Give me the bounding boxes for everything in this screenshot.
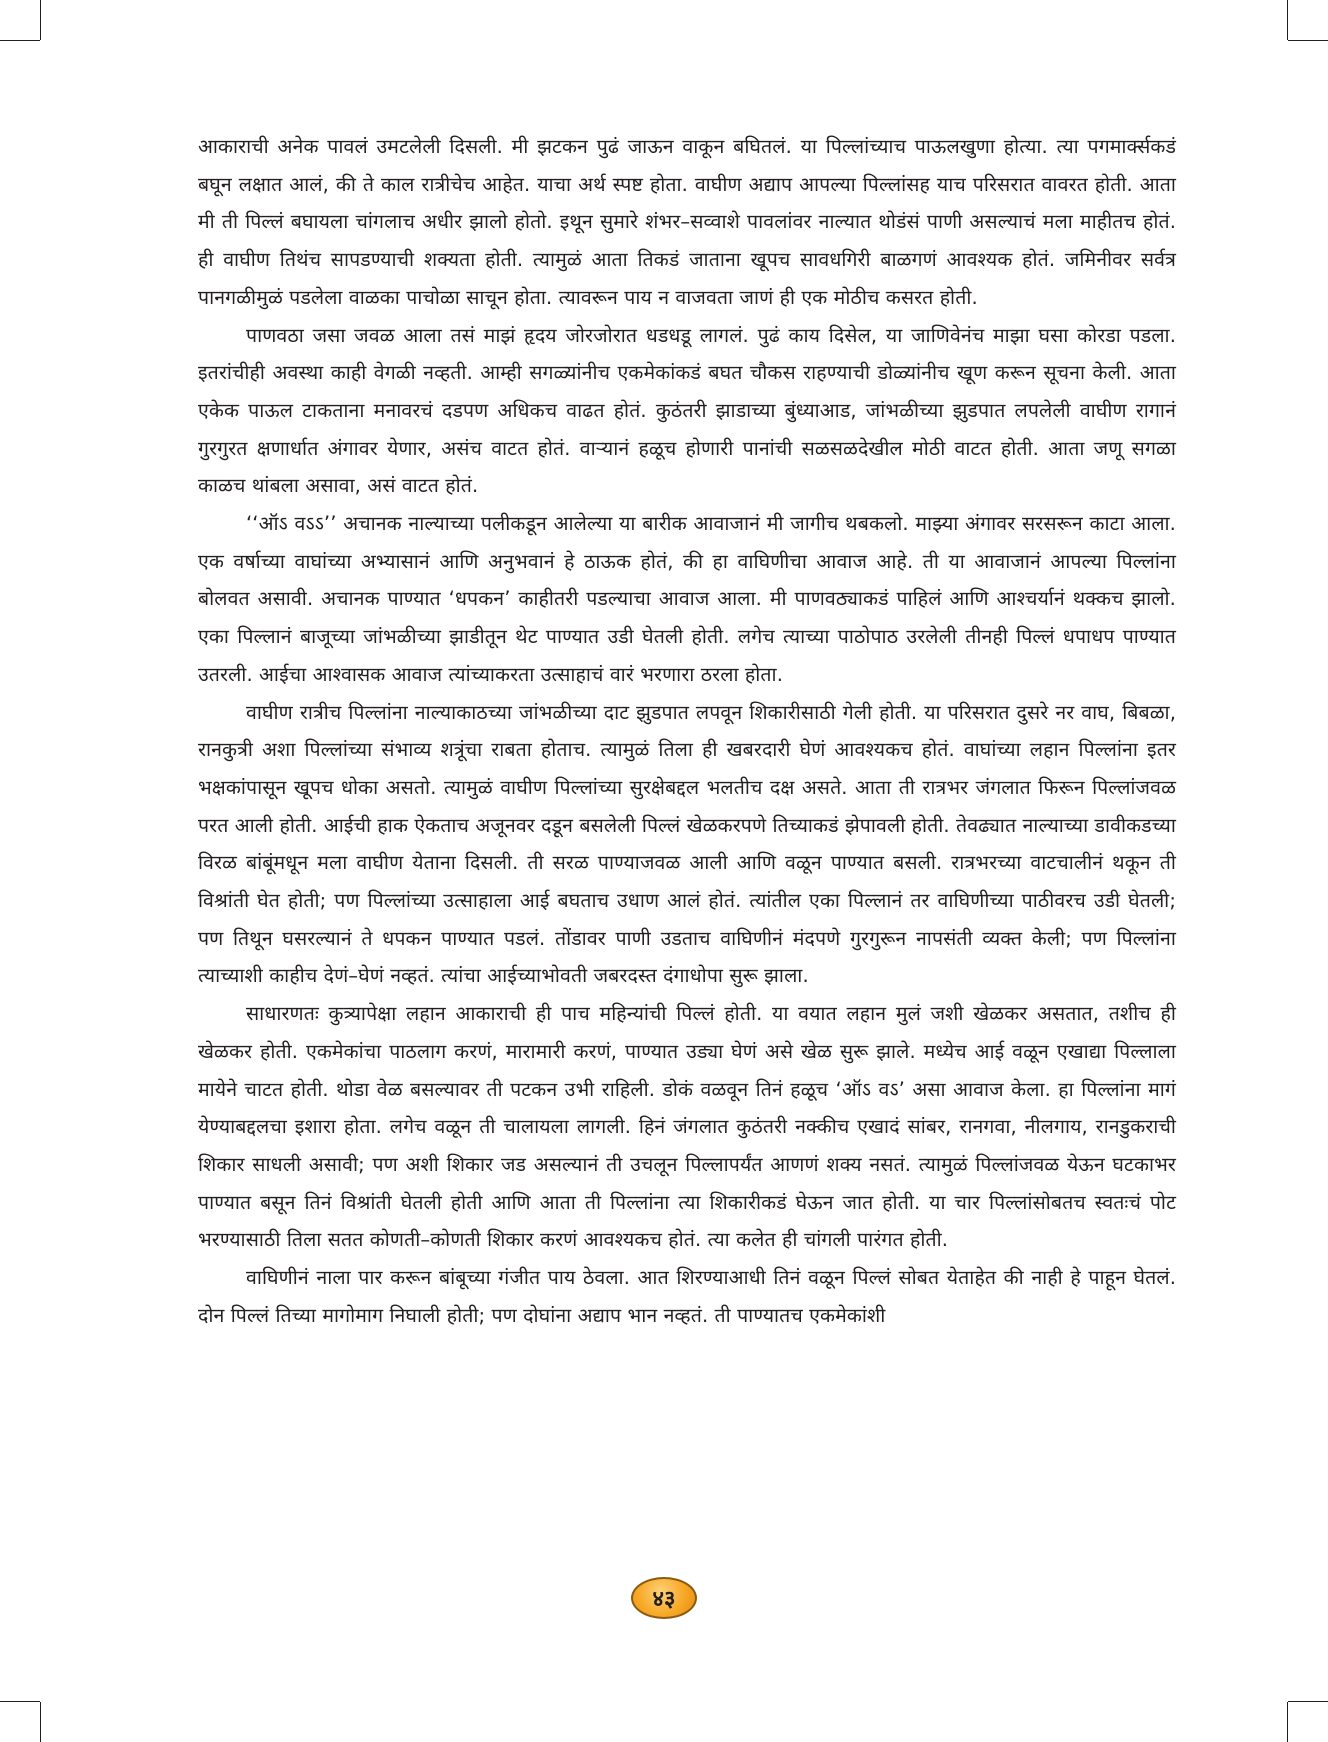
page-number-badge [631, 1577, 697, 1619]
page-number: ४३ [652, 1587, 676, 1612]
crop-mark-top-left-horizontal [0, 40, 40, 41]
crop-mark-bottom-right-vertical [1287, 1702, 1288, 1742]
paragraph-1: आकाराची अनेक पावलं उमटलेली दिसली. मी झटकन पुढं जाऊन वाकून बघितलं. या पिल्लांच्याच पाऊलखुणा होत्या. त्या पगमार्क्सकडं बघून लक्षात आलं, की ते काल रात्रीचेच आहेत. याचा अर्थ स्पष्ट होता. वाघीण अद्याप आपल्या पिल्लांसह याच परिसरात वावरत होती. आता मी ती पिल्लं बघायला चांगलाच अधीर झालो होतो. इथून सुमारे शंभर–सव्वाशे पावलांवर नाल्यात थोडंसं पाणी असल्याचं मला माहीतच होतं. ही वाघीण तिथंच सापडण्याची शक्यता होती. त्यामुळं आता तिकडं जाताना खूपच सावधगिरी बाळगणं आवश्यक होतं. जमिनीवर सर्वत्र पानगळीमुळं पडलेला वाळका पाचोळा साचून होता. त्यावरून पाय न वाजवता जाणं ही एक मोठीच कसरत होती. [198, 135, 1176, 309]
paragraph-5: साधारणतः कुत्र्यापेक्षा लहान आकाराची ही पाच महिन्यांची पिल्लं होती. या वयात लहान मुलं जशी खेळकर असतात, तशीच ही खेळकर होती. एकमेकांचा पाठलाग करणं, मारामारी करणं, पाण्यात उड्या घेणं असे खेळ सुरू झाले. मध्येच आई वळून एखाद्या पिल्लाला मायेने चाटत होती. थोडा वेळ बसल्यावर ती पटकन उभी राहिली. डोकं वळवून तिनं हळूच ‘ऑऽ वऽ’ असा आवाज केला. हा पिल्लांना मागं येण्याबद्दलचा इशारा होता. लगेच वळून ती चालायला लागली. हिनं जंगलात कुठंतरी नक्कीच एखादं सांबर, रानगवा, नीलगाय, रानडुकराची शिकार साधली असावी; पण अशी शिकार जड असल्यानं ती उचलून पिल्लापर्यंत आणणं शक्य नसतं. त्यामुळं पिल्लांजवळ येऊन घटकाभर पाण्यात बसून तिनं विश्रांती घेतली होती आणि आता ती पिल्लांना त्या शिकारीकडं घेऊन जात होती. या चार पिल्लांसोबतच स्वतःचं पोट भरण्यासाठी तिला सतत कोणती–कोणती शिकार करणं आवश्यकच होतं. त्या कलेत ही चांगली पारंगत होती. [198, 1002, 1176, 1252]
crop-mark-top-left-vertical [40, 0, 41, 40]
crop-mark-bottom-left-vertical [40, 1702, 41, 1742]
paragraph-6: वाघिणीनं नाला पार करून बांबूच्या गंजीत पाय ठेवला. आत शिरण्याआधी तिनं वळून पिल्लं सोबत येताहेत की नाही हे पाहून घेतलं. दोन पिल्लं तिच्या मागोमाग निघाली होती; पण दोघांना अद्याप भान नव्हतं. ती पाण्यातच एकमेकांशी [198, 1266, 1177, 1327]
paragraph-4: वाघीण रात्रीच पिल्लांना नाल्याकाठच्या जांभळीच्या दाट झुडपात लपवून शिकारीसाठी गेली होती. या परिसरात दुसरे नर वाघ, बिबळा, रानकुत्री अशा पिल्लांच्या संभाव्य शत्रूंचा राबता होताच. त्यामुळं तिला ही खबरदारी घेणं आवश्यकच होतं. वाघांच्या लहान पिल्लांना इतर भक्षकांपासून खूपच धोका असतो. त्यामुळं वाघीण पिल्लांच्या सुरक्षेबद्दल भलतीच दक्ष असते. आता ती रात्रभर जंगलात फिरून पिल्लांजवळ परत आली होती. आईची हाक ऐकताच अजूनवर दडून बसलेली पिल्लं खेळकरपणे तिच्याकडं झेपावली होती. तेवढ्यात नाल्याच्या डावीकडच्या विरळ बांबूंमधून मला वाघीण येताना दिसली. ती सरळ पाण्याजवळ आली आणि वळून पाण्यात बसली. रात्रभरच्या वाटचालीनं थकून ती विश्रांती घेत होती; पण पिल्लांच्या उत्साहाला आई बघताच उधाण आलं होतं. त्यांतील एका पिल्लानं तर वाघिणीच्या पाठीवरच उडी घेतली; पण तिथून घसरल्यानं ते धपकन पाण्यात पडलं. तोंडावर पाणी उडताच वाघिणीनं मंदपणे गुरगुरून नापसंती व्यक्त केली; पण पिल्लांना त्याच्याशी काहीच देणं–घेणं नव्हतं. त्यांचा आईच्याभोवती जबरदस्त दंगाधोपा सुरू झाला. [198, 700, 1176, 988]
crop-mark-bottom-right-horizontal [1288, 1701, 1328, 1702]
paragraph-2: पाणवठा जसा जवळ आला तसं माझं हृदय जोरजोरात धडधडू लागलं. पुढं काय दिसेल, या जाणिवेनंच माझा घसा कोरडा पडला. इतरांचीही अवस्था काही वेगळी नव्हती. आम्ही सगळ्यांनीच एकमेकांकडं बघत चौकस राहण्याची डोळ्यांनीच खूण करून सूचना केली. आता एकेक पाऊल टाकताना मनावरचं दडपण अधिकच वाढत होतं. कुठंतरी झाडाच्या बुंध्याआड, जांभळीच्या झुडपात लपलेली वाघीण रागानं गुरगुरत क्षणार्धात अंगावर येणार, असंच वाटत होतं. वाऱ्यानं हळूच होणारी पानांची सळसळदेखील मोठी वाटत होती. आता जणू सगळा काळच थांबला असावा, असं वाटत होतं. [198, 323, 1176, 498]
crop-mark-top-right-horizontal [1288, 40, 1328, 41]
body-text [198, 128, 1176, 1335]
crop-mark-top-right-vertical [1287, 0, 1288, 40]
crop-mark-bottom-left-horizontal [0, 1701, 40, 1702]
paragraph-3: ‘‘ऑऽ वऽऽ’’ अचानक नाल्याच्या पलीकडून आलेल्या या बारीक आवाजानं मी जागीच थबकलो. माझ्या अंगावर सरसरून काटा आला. एक वर्षाच्या वाघांच्या अभ्यासानं आणि अनुभवानं हे ठाऊक होतं, की हा वाघिणीचा आवाज आहे. ती या आवाजानं आपल्या पिल्लांना बोलवत असावी. अचानक पाण्यात ‘धपकन’ काहीतरी पडल्याचा आवाज आला. मी पाणवठ्याकडं पाहिलं आणि आश्चर्यानं थक्कच झालो. एका पिल्लानं बाजूच्या जांभळीच्या झाडीतून थेट पाण्यात उडी घेतली होती. लगेच त्याच्या पाठोपाठ उरलेली तीनही पिल्लं धपाधप पाण्यात उतरली. आईचा आश्वासक आवाज त्यांच्याकरता उत्साहाचं वारं भरणारा ठरला होता. [198, 512, 1176, 686]
